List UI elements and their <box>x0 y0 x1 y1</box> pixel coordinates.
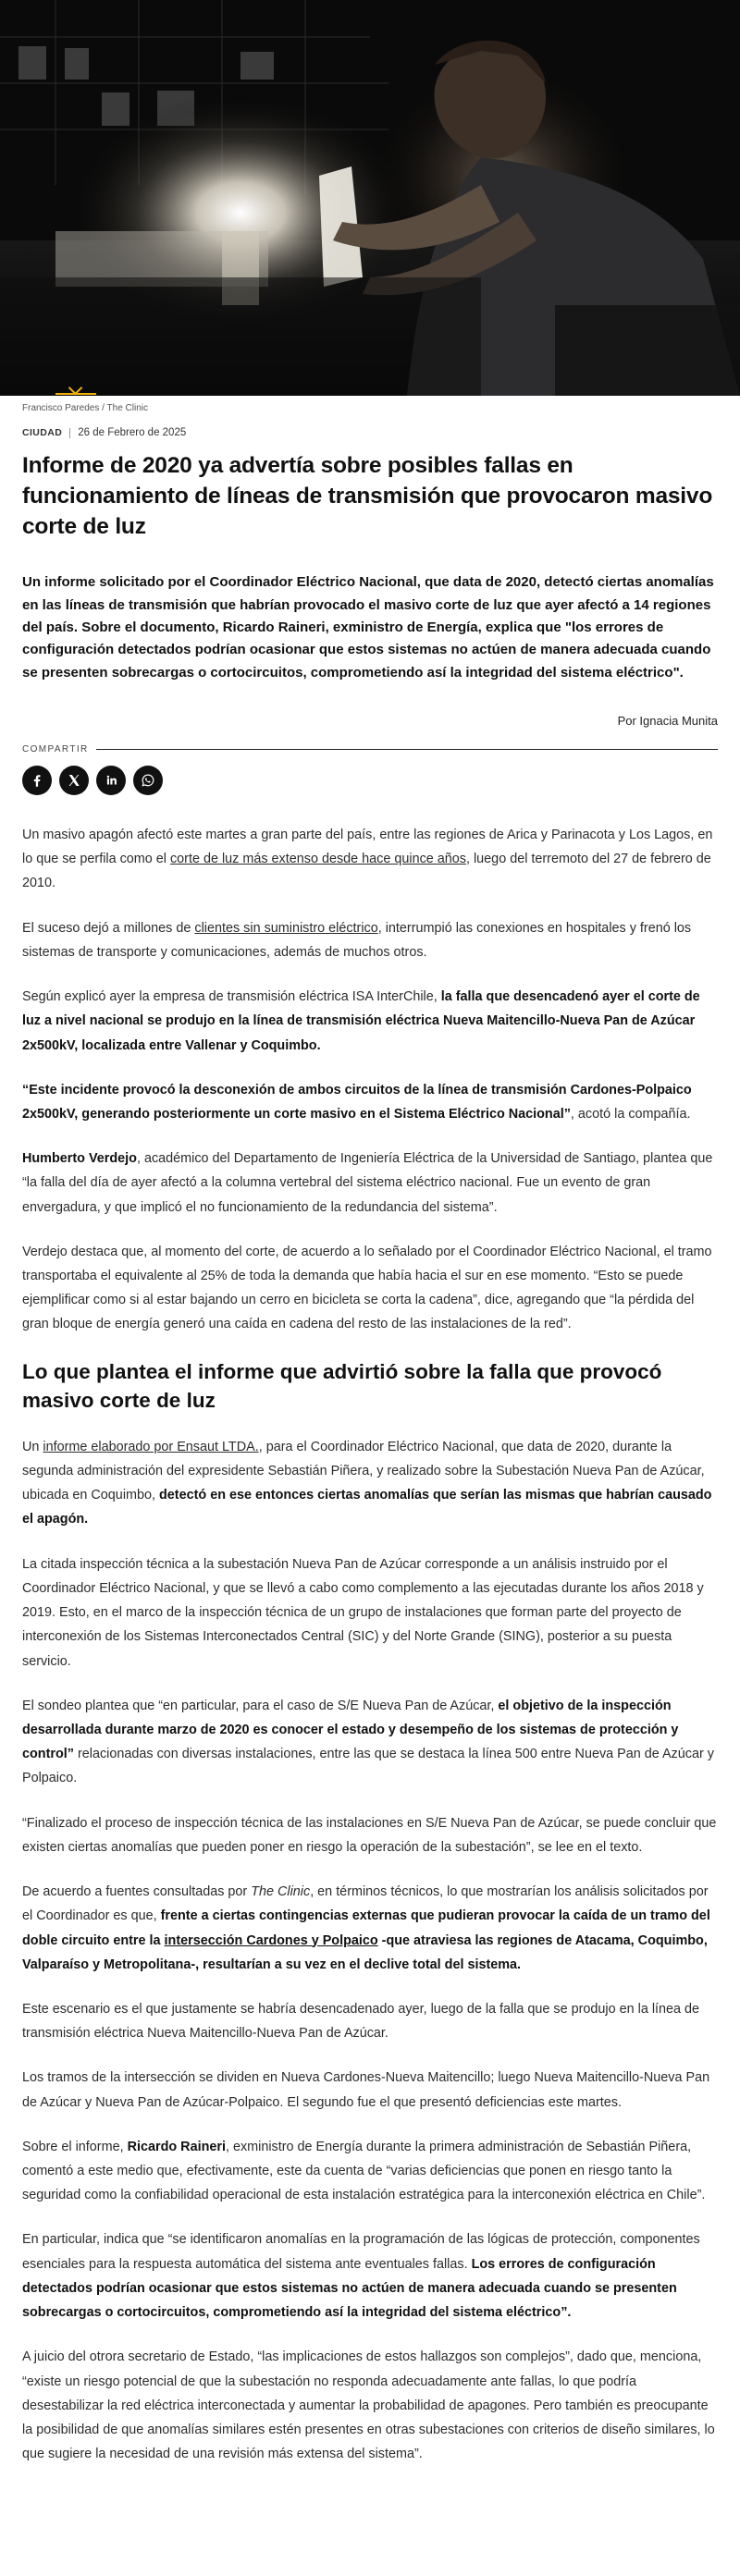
share-buttons <box>22 766 718 795</box>
share-label: COMPARTIR <box>22 743 89 754</box>
paragraph-6: Verdejo destaca que, al momento del corte, de acuerdo a lo señalado por el Coordinador Eléctrico Nacional, el tramo transportaba el equivalente al 25% de toda la demanda que había hacia el sur en ese momento. “Esto se puede ejemplificar como si al estar bajando un cerro en bicicleta se corta la cadena”, dice, agregando que “la pérdida del gran bloque de energía generó una caída en cadena del resto de las instalaciones de la red”. <box>22 1244 712 1332</box>
inline-link[interactable]: corte de luz más extenso desde hace quince años <box>169 852 466 867</box>
share-bar <box>22 744 718 754</box>
bold-link-text: intersección Cardones y Polpaico <box>164 1932 378 1948</box>
article-title: Informe de 2020 ya advertía sobre posibles fallas en funcionamiento de líneas de transmisión que provocaron masivo corte de luz <box>22 453 713 539</box>
text: , interrumpió las conexiones en hospitales y frenó los sistemas de transporte y comunicaciones, además de muchos otros. <box>22 920 692 960</box>
bold-text: Los errores de configuración detectados podrían ocasionar que estos sistemas no actúen de manera adecuada cuando se presenten sobrecargas o cortocircuitos, comprometiendo así la integridad del sistema eléctrico”. <box>22 2256 677 2321</box>
x-icon <box>66 772 82 789</box>
text: , académico del Departamento de Ingeniería Eléctrica de la Universidad de Santiago, plantea que “la falla del día de ayer afectó a la columna vertebral del sistema eléctrico nacional. Fue un evento de gran envergadura, y que implicó el no funcionamiento de la redundancia del sistema”. <box>22 1151 713 1215</box>
paragraph-2 <box>22 916 718 964</box>
bold-text: frente a ciertas contingencias externas que pudieran provocar la caída de un tramo del doble circuito entre la <box>22 1908 710 1948</box>
text: , acotó la compañía. <box>570 1106 691 1122</box>
bold-text: Ricardo Raineri <box>127 2139 226 2154</box>
author-byline: Por Ignacia Munita <box>617 713 718 728</box>
share-linkedin-button[interactable] <box>96 766 126 795</box>
meta-divider <box>69 428 70 438</box>
inline-link[interactable]: clientes sin suministro eléctrico <box>194 920 378 936</box>
text: Un <box>22 1439 43 1454</box>
category-label[interactable]: CIUDAD <box>22 427 63 438</box>
paragraph-16: A juicio del otrora secretario de Estado, “las implicaciones de estos hallazgos son complejos”, dado que, menciona, “existe un riesgo potencial de que la subestación no responda adecuadamente ante fallas, lo que podría desestabilizar la red eléctrica interconectada y aumentar la probabilidad de apagones. Pero también es preocupante la posibilidad de que anomalías similares estén presentes en otras subestaciones con criterios de diseño similares, lo que sugiere la necesidad de una revisión más extensa del sistema”. <box>22 2349 715 2462</box>
inline-link[interactable] <box>165 1933 378 1948</box>
paragraph-11 <box>22 1880 718 1977</box>
paragraph-7 <box>22 1435 718 1532</box>
hero-photo <box>0 0 740 396</box>
inline-link[interactable]: informe elaborado por Ensaut LTDA. <box>43 1439 259 1454</box>
bold-text: detectó en ese entonces ciertas anomalías que serían las mismas que habrían causado el apagón. <box>22 1488 712 1527</box>
text: Según explicó ayer la empresa de transmisión eléctrica ISA InterChile, <box>22 989 441 1005</box>
scroll-down-chevron-icon[interactable] <box>56 383 96 396</box>
bold-text: el objetivo de la inspección desarrollada durante marzo de 2020 es conocer el estado y desempeño de los sistemas de protección y control” <box>22 1698 679 1762</box>
whatsapp-icon <box>140 772 156 789</box>
text: El suceso dejó a millones de <box>22 920 195 936</box>
share-x-button[interactable] <box>59 766 89 795</box>
text: En particular, indica que “se identificaron anomalías en la programación de las lógicas de protección, componentes esenciales para la respuesta automática del sistema ante eventuales fallas. <box>22 2232 700 2272</box>
paragraph-14 <box>22 2135 718 2208</box>
paragraph-5 <box>22 1147 718 1220</box>
share-whatsapp-button[interactable] <box>133 766 163 795</box>
text: De acuerdo a fuentes consultadas por <box>22 1884 252 1900</box>
share-divider <box>96 749 718 750</box>
publish-date: 26 de Febrero de 2025 <box>78 427 187 438</box>
paragraph-15 <box>22 2227 718 2325</box>
paragraph-8: La citada inspección técnica a la subestación Nueva Pan de Azúcar corresponde a un análisis instruido por el Coordinador Eléctrico Nacional, y que se llevó a cabo como complemento a las ejecutadas durante los años 2018 y 2019. Esto, en el marco de la inspección técnica de un grupo de instalaciones que forman parte del proyecto de interconexión de los Sistemas Interconectados Central (SIC) y del Norte Grande (SING), posterior a su puesta servicio. <box>22 1556 704 1669</box>
text: , en términos técnicos, lo que mostrarían los análisis solicitados por el Coordinador es que, <box>22 1884 709 1924</box>
article-body <box>22 823 718 2466</box>
section-subheading: Lo que plantea el informe que advirtió sobre la falla que provocó masivo corte de luz <box>22 1359 662 1412</box>
facebook-icon <box>29 772 45 789</box>
linkedin-icon <box>103 772 119 789</box>
bold-text: “Este incidente provocó la desconexión de ambos circuitos de la línea de transmisión Cardones-Polpaico 2x500kV, generando posteriormente un corte masivo en el Sistema Eléctrico Nacional” <box>22 1082 692 1122</box>
paragraph-12: Este escenario es el que justamente se habría desencadenado ayer, luego de la falla que se produjo en la línea de transmisión eléctrica Nueva Maitencillo-Nueva Pan de Azúcar. <box>22 2001 700 2042</box>
share-facebook-button[interactable] <box>22 766 52 795</box>
text: relacionadas con diversas instalaciones, entre las que se destaca la línea 500 entre Nueva Pan de Azúcar y Polpaico. <box>22 1747 714 1786</box>
text: Sobre el informe, <box>22 2139 128 2154</box>
article-lead: Un informe solicitado por el Coordinador Eléctrico Nacional, que data de 2020, detectó ciertas anomalías en las líneas de transmisión que habrían provocado el masivo corte de luz que ayer afectó a 14 regiones del país. Sobre el documento, Ricardo Raineri, exministro de Energía, explica que "los errores de configuración detectados podrían ocasionar que estos sistemas no actúen de manera adecuada cuando se presenten sobrecargas o cortocircuitos, comprometiendo así la integridad del sistema eléctrico". <box>22 574 714 681</box>
bold-text: Humberto Verdejo <box>22 1151 137 1167</box>
article-meta <box>22 427 718 438</box>
bold-text: la falla que desencadenó ayer el corte de luz a nivel nacional se produjo en la línea de transmisión eléctrica Nueva Maitencillo-Nueva Pan de Azúcar 2x500kV, localizada entre Vallenar y Coquimbo. <box>22 989 700 1053</box>
italic-text: The Clinic <box>251 1884 311 1900</box>
text: , exministro de Energía durante la primera administración de Sebastián Piñera, comentó a este medio que, efectivamente, este da cuenta de “varias deficiencias que ponen en riesgo tanto la seguridad como la confiabilidad operacional de esta instalación estratégica para la interconexión eléctrica en Chile”. <box>22 2139 706 2203</box>
paragraph-9 <box>22 1694 718 1791</box>
paragraph-4 <box>22 1078 718 1126</box>
photo-credit: Francisco Paredes / The Clinic <box>22 403 148 413</box>
paragraph-1 <box>22 823 718 896</box>
text: , para el Coordinador Eléctrico Nacional, que data de 2020, durante la segunda administración del expresidente Sebastián Piñera, y realizado sobre la Subestación Nueva Pan de Azúcar, ubicada en Coquimbo, <box>22 1439 705 1503</box>
paragraph-3 <box>22 985 718 1058</box>
article <box>0 396 740 2466</box>
text: Un masivo apagón afectó este martes a gran parte del país, entre las regiones de Arica y Parinacota y Los Lagos, en lo que se perfila como el <box>22 827 713 867</box>
paragraph-13: Los tramos de la intersección se dividen en Nueva Cardones-Nueva Maitencillo; luego Nueva Maitencillo-Nueva Pan de Azúcar y Nueva Pan de Azúcar-Polpaico. El segundo fue el que presentó deficiencias este martes. <box>22 2070 710 2110</box>
text: El sondeo plantea que “en particular, para el caso de S/E Nueva Pan de Azúcar, <box>22 1698 499 1713</box>
text: , luego del terremoto del 27 de febrero de 2010. <box>22 852 711 891</box>
hero-image <box>0 0 740 396</box>
paragraph-10: “Finalizado el proceso de inspección técnica de las instalaciones en S/E Nueva Pan de Azúcar, se puede concluir que existen ciertas anomalías que pueden poner en riesgo la operación de la subestación”, se lee en el texto. <box>22 1815 717 1855</box>
bold-text: -que atraviesa las regiones de Atacama, Coquimbo, Valparaíso y Metropolitana-, resultarían a su vez en el declive total del sistema. <box>22 1932 708 1972</box>
